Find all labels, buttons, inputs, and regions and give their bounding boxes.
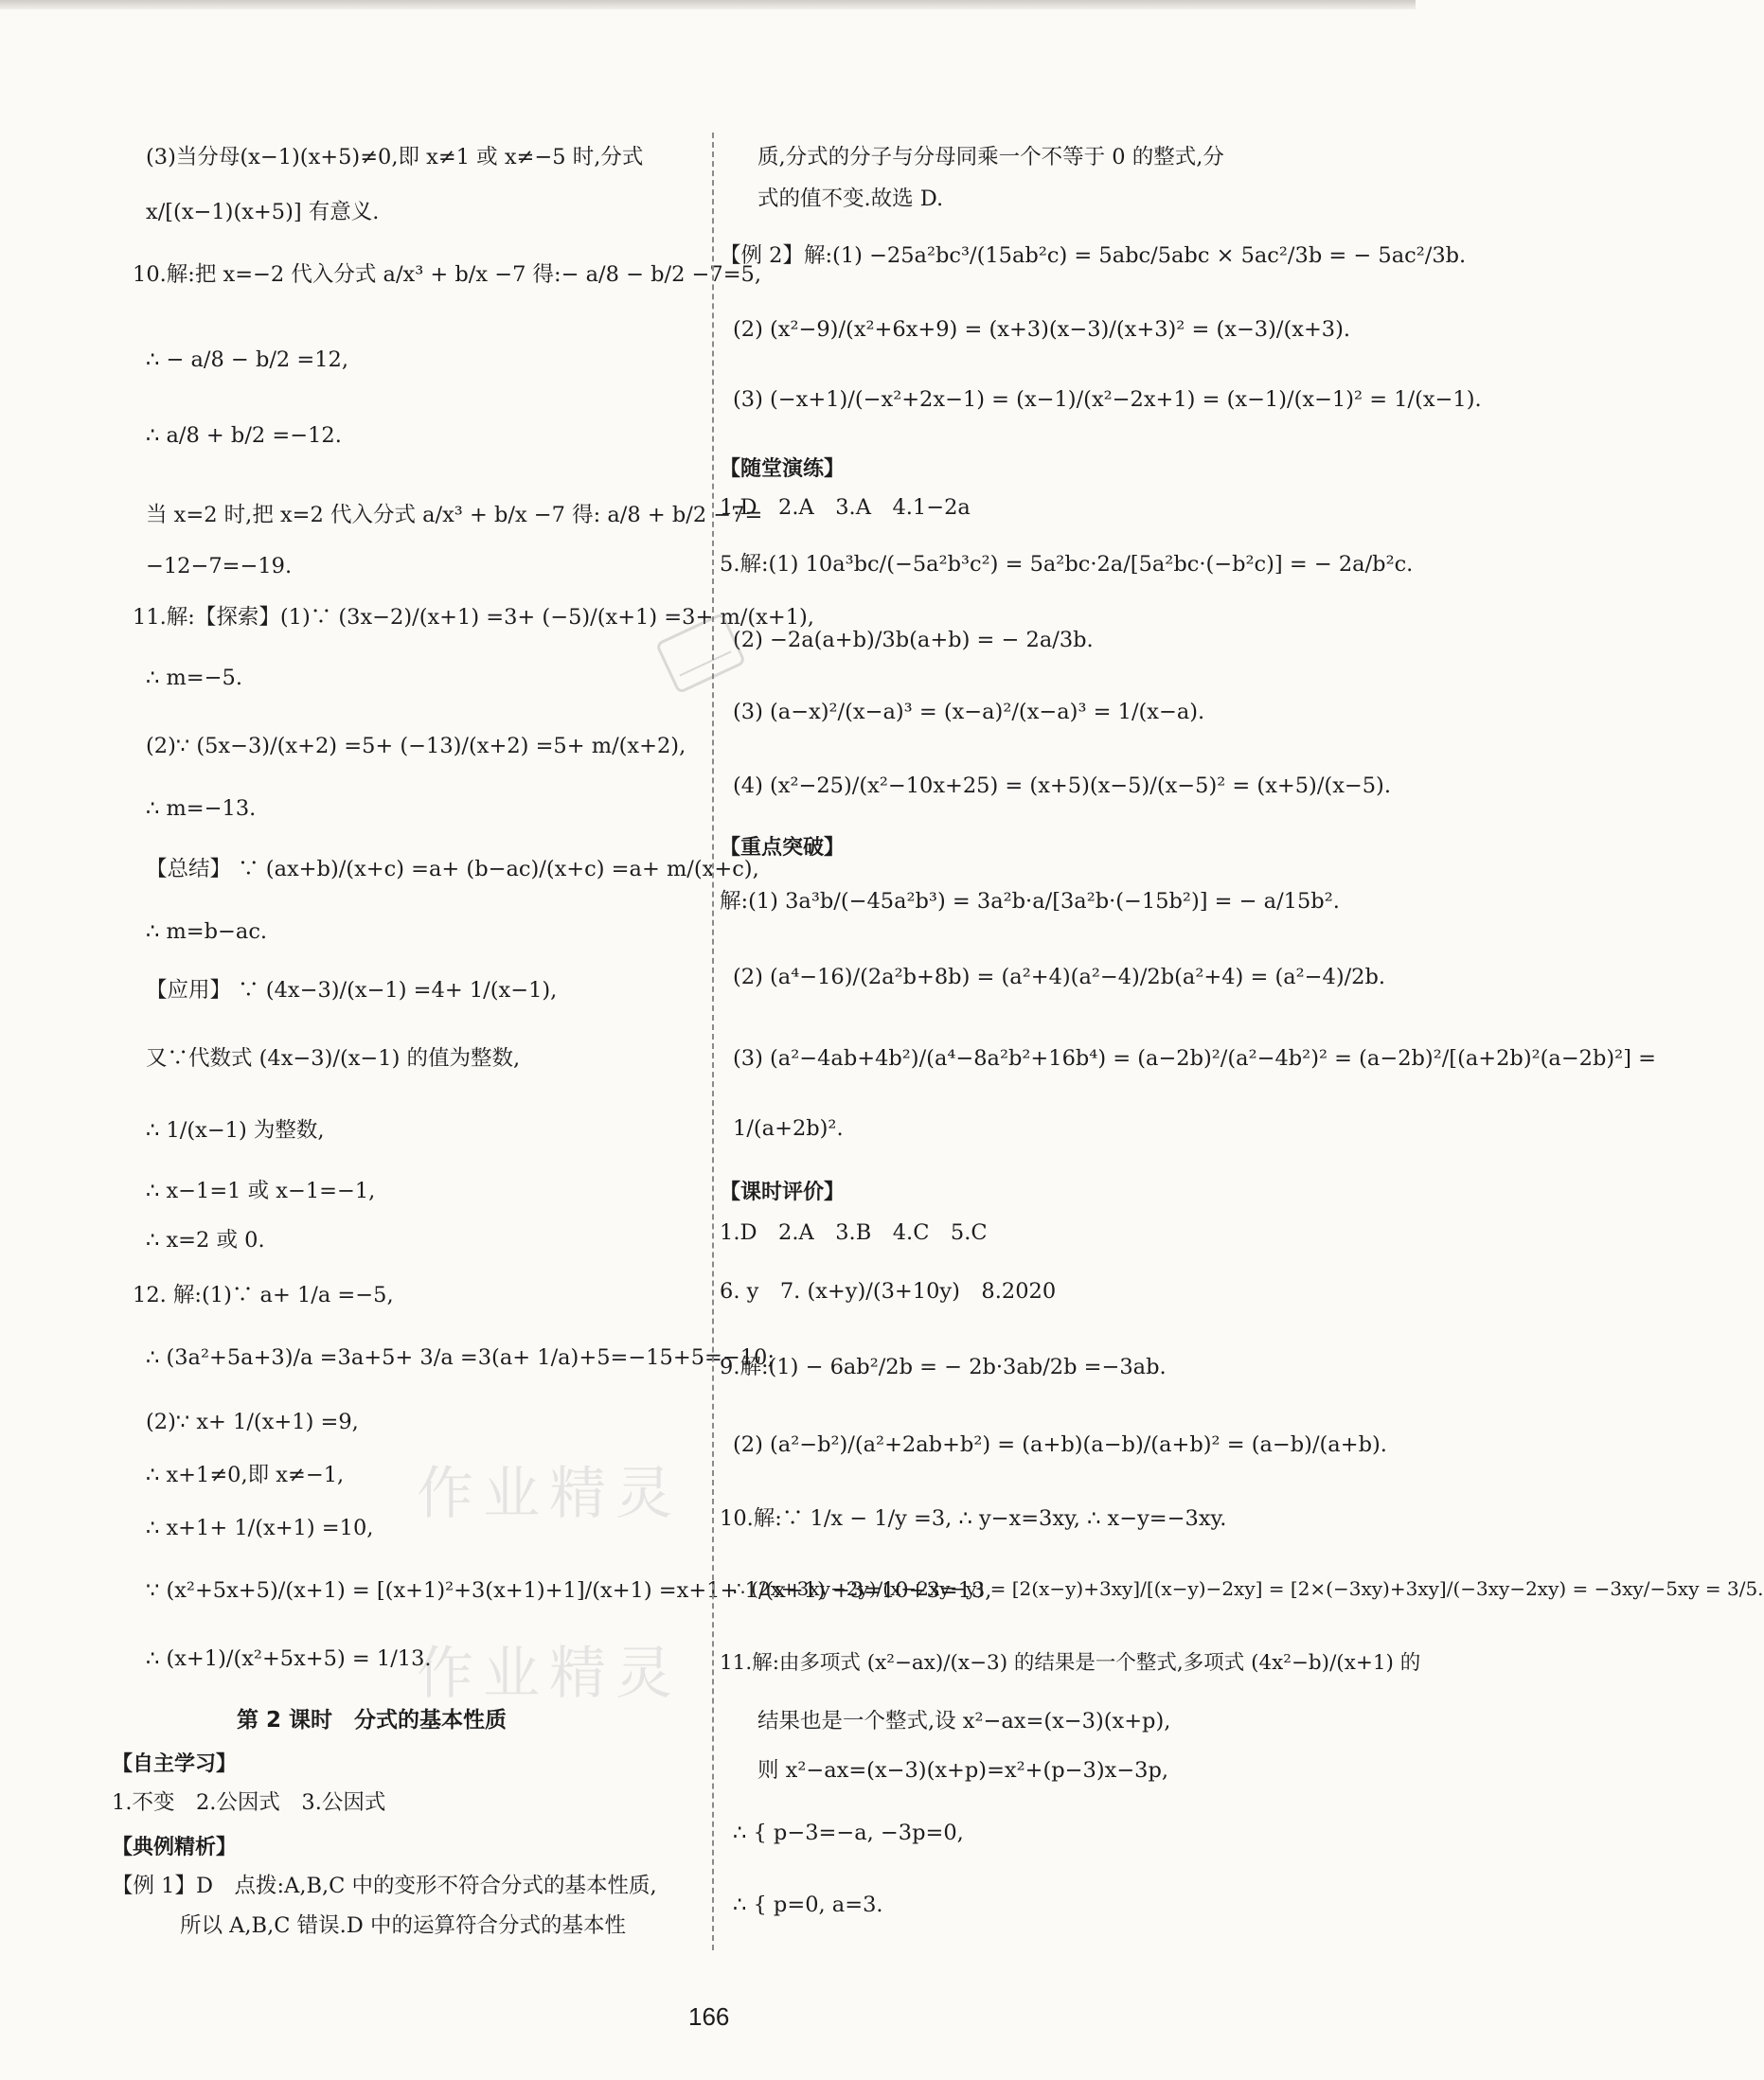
- text-line: (2) −2a(a+b)/3b(a+b) = − 2a/3b.: [733, 628, 1094, 652]
- text-line: 【例 2】解:(1) −25a²bc³/(15ab²c) = 5abc/5abc × 5ac²/3b = − 5ac²/3b.: [720, 243, 1467, 268]
- text-line: 5.解:(1) 10a³bc/(−5a²b³c²) = 5a²bc·2a/[5a²bc·(−b²c)] = − 2a/b²c.: [720, 552, 1414, 577]
- text-line: 12. 解:(1)∵ a+ 1/a =−5,: [133, 1283, 394, 1307]
- text-line: ∴ (x+1)/(x²+5x+5) = 1/13.: [146, 1646, 432, 1671]
- text-line: ∴ { p=0, a=3.: [733, 1893, 883, 1917]
- text-line: 【应用】 ∵ (4x−3)/(x−1) =4+ 1/(x−1),: [146, 978, 558, 1003]
- text-line: ∴ m=−13.: [146, 796, 257, 821]
- text-line: 1.不变 2.公因式 3.公因式: [112, 1790, 386, 1815]
- text-line: 则 x²−ax=(x−3)(x+p)=x²+(p−3)x−3p,: [757, 1758, 1169, 1783]
- text-line: (4) (x²−25)/(x²−10x+25) = (x+5)(x−5)/(x−5)² = (x+5)/(x−5).: [733, 773, 1391, 798]
- text-line: 解:(1) 3a³b/(−45a²b³) = 3a²b·a/[3a²b·(−15b²)] = − a/15b².: [720, 889, 1340, 914]
- text-line: 6. y 7. (x+y)/(3+10y) 8.2020: [720, 1279, 1057, 1304]
- page-number: 166: [688, 2002, 730, 2031]
- text-line: ∵ (x²+5x+5)/(x+1) = [(x+1)²+3(x+1)+1]/(x+1) =x+1+ 1/(x+1) +3=10+3=13,: [146, 1578, 992, 1603]
- column-divider: [712, 133, 714, 1950]
- text-line: (3) (−x+1)/(−x²+2x−1) = (x−1)/(x²−2x+1) = (x−1)/(x−1)² = 1/(x−1).: [733, 387, 1482, 412]
- text-line: (3) (a²−4ab+4b²)/(a⁴−8a²b²+16b⁴) = (a−2b)²/(a²−4b²)² = (a−2b)²/[(a+2b)²(a−2b)²] =: [733, 1046, 1656, 1071]
- text-line: ∴ x+1+ 1/(x+1) =10,: [146, 1516, 374, 1540]
- section-heading-self-study: 【自主学习】: [112, 1752, 238, 1776]
- text-line: (3) (a−x)²/(x−a)³ = (x−a)²/(x−a)³ = 1/(x−a).: [733, 700, 1205, 724]
- text-line: ∴ x+1≠0,即 x≠−1,: [146, 1463, 345, 1487]
- text-line: 10.解:∵ 1/x − 1/y =3, ∴ y−x=3xy, ∴ x−y=−3xy.: [720, 1506, 1227, 1531]
- text-line: 1.D 2.A 3.A 4.1−2a: [720, 495, 971, 520]
- text-line: 当 x=2 时,把 x=2 代入分式 a/x³ + b/x −7 得: a/8 + b/2 −7=: [146, 503, 763, 527]
- text-line: 1.D 2.A 3.B 4.C 5.C: [720, 1220, 988, 1245]
- text-line: 结果也是一个整式,设 x²−ax=(x−3)(x+p),: [757, 1709, 1171, 1733]
- text-line: 1/(a+2b)².: [733, 1116, 844, 1141]
- text-line: ∴ m=b−ac.: [146, 919, 268, 944]
- text-line: ∴ { p−3=−a, −3p=0,: [733, 1821, 964, 1845]
- text-line: ∴ (2x+3xy−2y)/(x−2xy−y) = [2(x−y)+3xy]/[(x−y)−2xy] = [2×(−3xy)+3xy]/(−3xy−2xy) = −3xy/−5xy = 3/5.: [733, 1577, 1764, 1600]
- text-line: ∴ x=2 或 0.: [146, 1228, 265, 1253]
- text-line: (2)∵ (5x−3)/(x+2) =5+ (−13)/(x+2) =5+ m/(x+2),: [146, 734, 686, 758]
- section-heading-examples: 【典例精析】: [112, 1836, 238, 1859]
- watermark: 作业精灵: [417, 1641, 682, 1707]
- text-line: 11.解:由多项式 (x²−ax)/(x−3) 的结果是一个整式,多项式 (4x²−b)/(x+1) 的: [720, 1651, 1421, 1675]
- text-line: 【例 1】D 点拨:A,B,C 中的变形不符合分式的基本性质,: [112, 1874, 657, 1898]
- text-line: (2) (a²−b²)/(a²+2ab+b²) = (a+b)(a−b)/(a+b)² = (a−b)/(a+b).: [733, 1432, 1387, 1457]
- watermark: 作业精灵: [417, 1461, 682, 1527]
- text-line: ∴ 1/(x−1) 为整数,: [146, 1118, 325, 1143]
- text-line: (2) (x²−9)/(x²+6x+9) = (x+3)(x−3)/(x+3)² = (x−3)/(x+3).: [733, 317, 1351, 342]
- text-line: (2)∵ x+ 1/(x+1) =9,: [146, 1410, 359, 1434]
- text-line: (2) (a⁴−16)/(2a²b+8b) = (a²+4)(a²−4)/2b(a²+4) = (a²−4)/2b.: [733, 965, 1386, 989]
- text-line: ∴ x−1=1 或 x−1=−1,: [146, 1179, 376, 1203]
- text-line: ∴ − a/8 − b/2 =12,: [146, 347, 349, 372]
- text-line: 所以 A,B,C 错误.D 中的运算符合分式的基本性: [180, 1913, 626, 1938]
- lesson-title: 第 2 课时 分式的基本性质: [237, 1708, 508, 1733]
- text-line: 又∵代数式 (4x−3)/(x−1) 的值为整数,: [146, 1046, 521, 1071]
- text-line: x/[(x−1)(x+5)] 有意义.: [146, 200, 380, 224]
- text-line: 质,分式的分子与分母同乘一个不等于 0 的整式,分: [757, 145, 1224, 169]
- text-line: −12−7=−19.: [146, 554, 293, 578]
- text-line: 11.解:【探索】(1)∵ (3x−2)/(x+1) =3+ (−5)/(x+1) =3+ m/(x+1),: [133, 605, 814, 630]
- text-line: 【总结】 ∵ (ax+b)/(x+c) =a+ (b−ac)/(x+c) =a+ m/(x+c),: [146, 857, 759, 881]
- section-heading-evaluation: 【课时评价】: [720, 1181, 846, 1204]
- text-line: 式的值不变.故选 D.: [757, 187, 944, 211]
- scan-top-edge: [0, 0, 1416, 9]
- text-line: ∴ a/8 + b/2 =−12.: [146, 423, 342, 448]
- text-line: 9.解:(1) − 6ab²/2b = − 2b·3ab/2b =−3ab.: [720, 1355, 1167, 1379]
- section-heading-drill: 【随堂演练】: [720, 457, 846, 481]
- section-heading-breakthrough: 【重点突破】: [720, 836, 846, 860]
- text-line: (3)当分母(x−1)(x+5)≠0,即 x≠1 或 x≠−5 时,分式: [146, 145, 644, 169]
- text-line: ∴ (3a²+5a+3)/a =3a+5+ 3/a =3(a+ 1/a)+5=−15+5=−10;: [146, 1345, 775, 1370]
- text-line: ∴ m=−5.: [146, 666, 242, 690]
- text-line: 10.解:把 x=−2 代入分式 a/x³ + b/x −7 得:− a/8 − b/2 −7=5,: [133, 262, 762, 287]
